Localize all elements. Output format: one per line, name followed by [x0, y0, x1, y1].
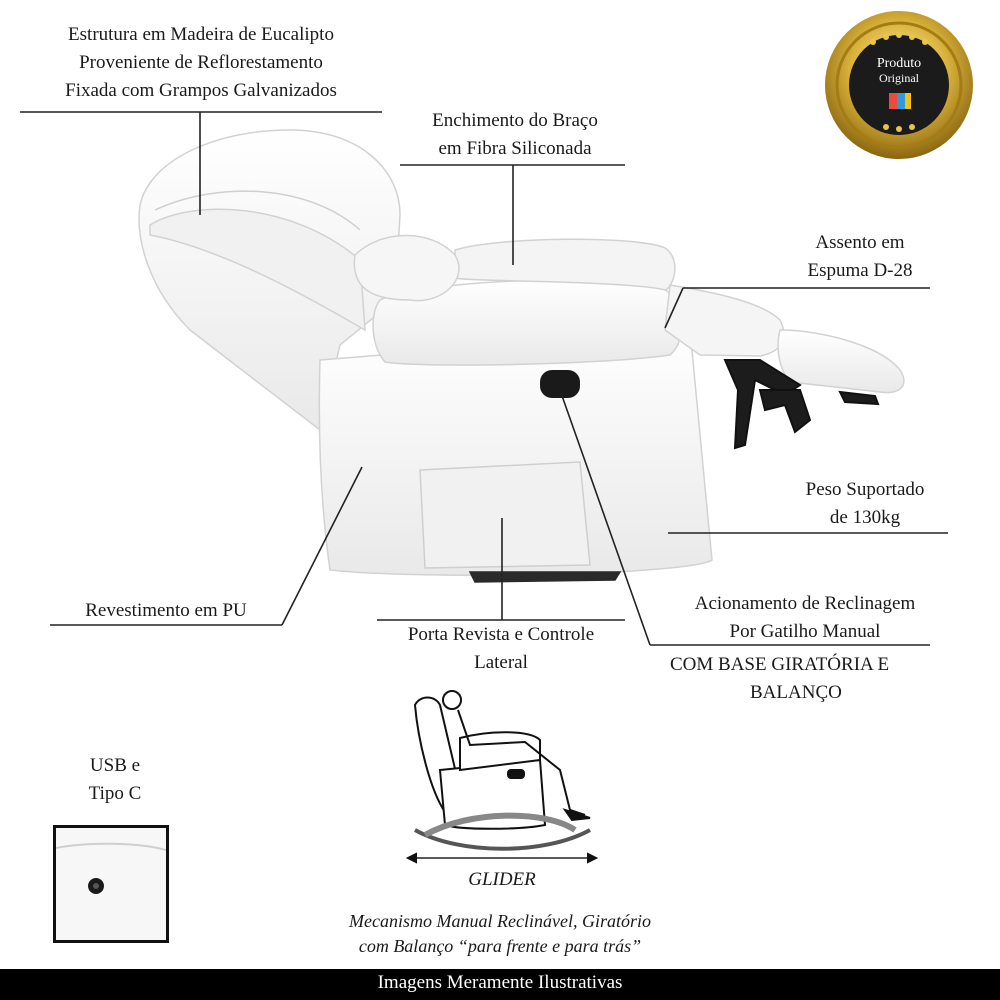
callout-usb-line-2: Tipo C [88, 783, 142, 804]
usb-port-icon [56, 828, 166, 940]
callout-upholstery [50, 597, 282, 625]
callout-structure-line-2: Proveniente de Reflorestamento [79, 52, 323, 73]
callout-structure-line-3: Fixada com Grampos Galvanizados [65, 80, 337, 101]
callout-seat [760, 229, 960, 285]
callout-upholstery-line-1: Revestimento em PU [85, 600, 247, 621]
callout-trigger-line-1: Acionamento de Reclinagem [694, 593, 916, 614]
seal-line-1: Produto [876, 56, 922, 71]
callout-trigger [655, 590, 955, 646]
callout-usb-line-1: USB e [89, 755, 141, 776]
callout-seat-line-2: Espuma D-28 [807, 260, 913, 281]
glider-label: GLIDER [468, 869, 536, 890]
glider-caption-line-2: com Balanço “para frente e para trás” [358, 936, 642, 956]
glider-pictogram [408, 691, 596, 862]
callout-base [660, 651, 956, 707]
glider-caption [290, 909, 710, 959]
seal-label [859, 56, 939, 86]
callout-weight-line-2: de 130kg [829, 507, 901, 528]
callout-structure [20, 21, 382, 105]
callout-magazine-line-2: Lateral [474, 652, 528, 673]
callout-arm-fill-line-2: em Fibra Siliconada [438, 138, 592, 159]
callout-usb [60, 752, 170, 808]
callout-base-line-2: BALANÇO [750, 682, 842, 703]
callout-trigger-line-2: Por Gatilho Manual [729, 621, 881, 642]
callout-base-line-1: COM BASE GIRATÓRIA E [670, 654, 890, 675]
brand-emblem-icon [889, 93, 911, 109]
callout-magazine [377, 621, 625, 677]
callout-weight [760, 476, 970, 532]
callout-structure-line-1: Estrutura em Madeira de Eucalipto [68, 24, 334, 45]
glider-caption-line-1: Mecanismo Manual Reclinável, Giratório [349, 911, 651, 931]
trigger-handle-icon [540, 370, 580, 398]
usb-port-detail [53, 825, 169, 943]
callout-magazine-line-1: Porta Revista e Controle [407, 624, 595, 645]
callout-seat-line-1: Assento em [815, 232, 905, 253]
footer-disclaimer: Imagens Meramente Ilustrativas [377, 972, 623, 993]
callout-arm-fill-line-1: Enchimento do Braço [432, 110, 598, 131]
callout-weight-line-1: Peso Suportado [805, 479, 925, 500]
seal-line-2: Original [879, 71, 919, 85]
callout-arm-fill [400, 107, 630, 163]
